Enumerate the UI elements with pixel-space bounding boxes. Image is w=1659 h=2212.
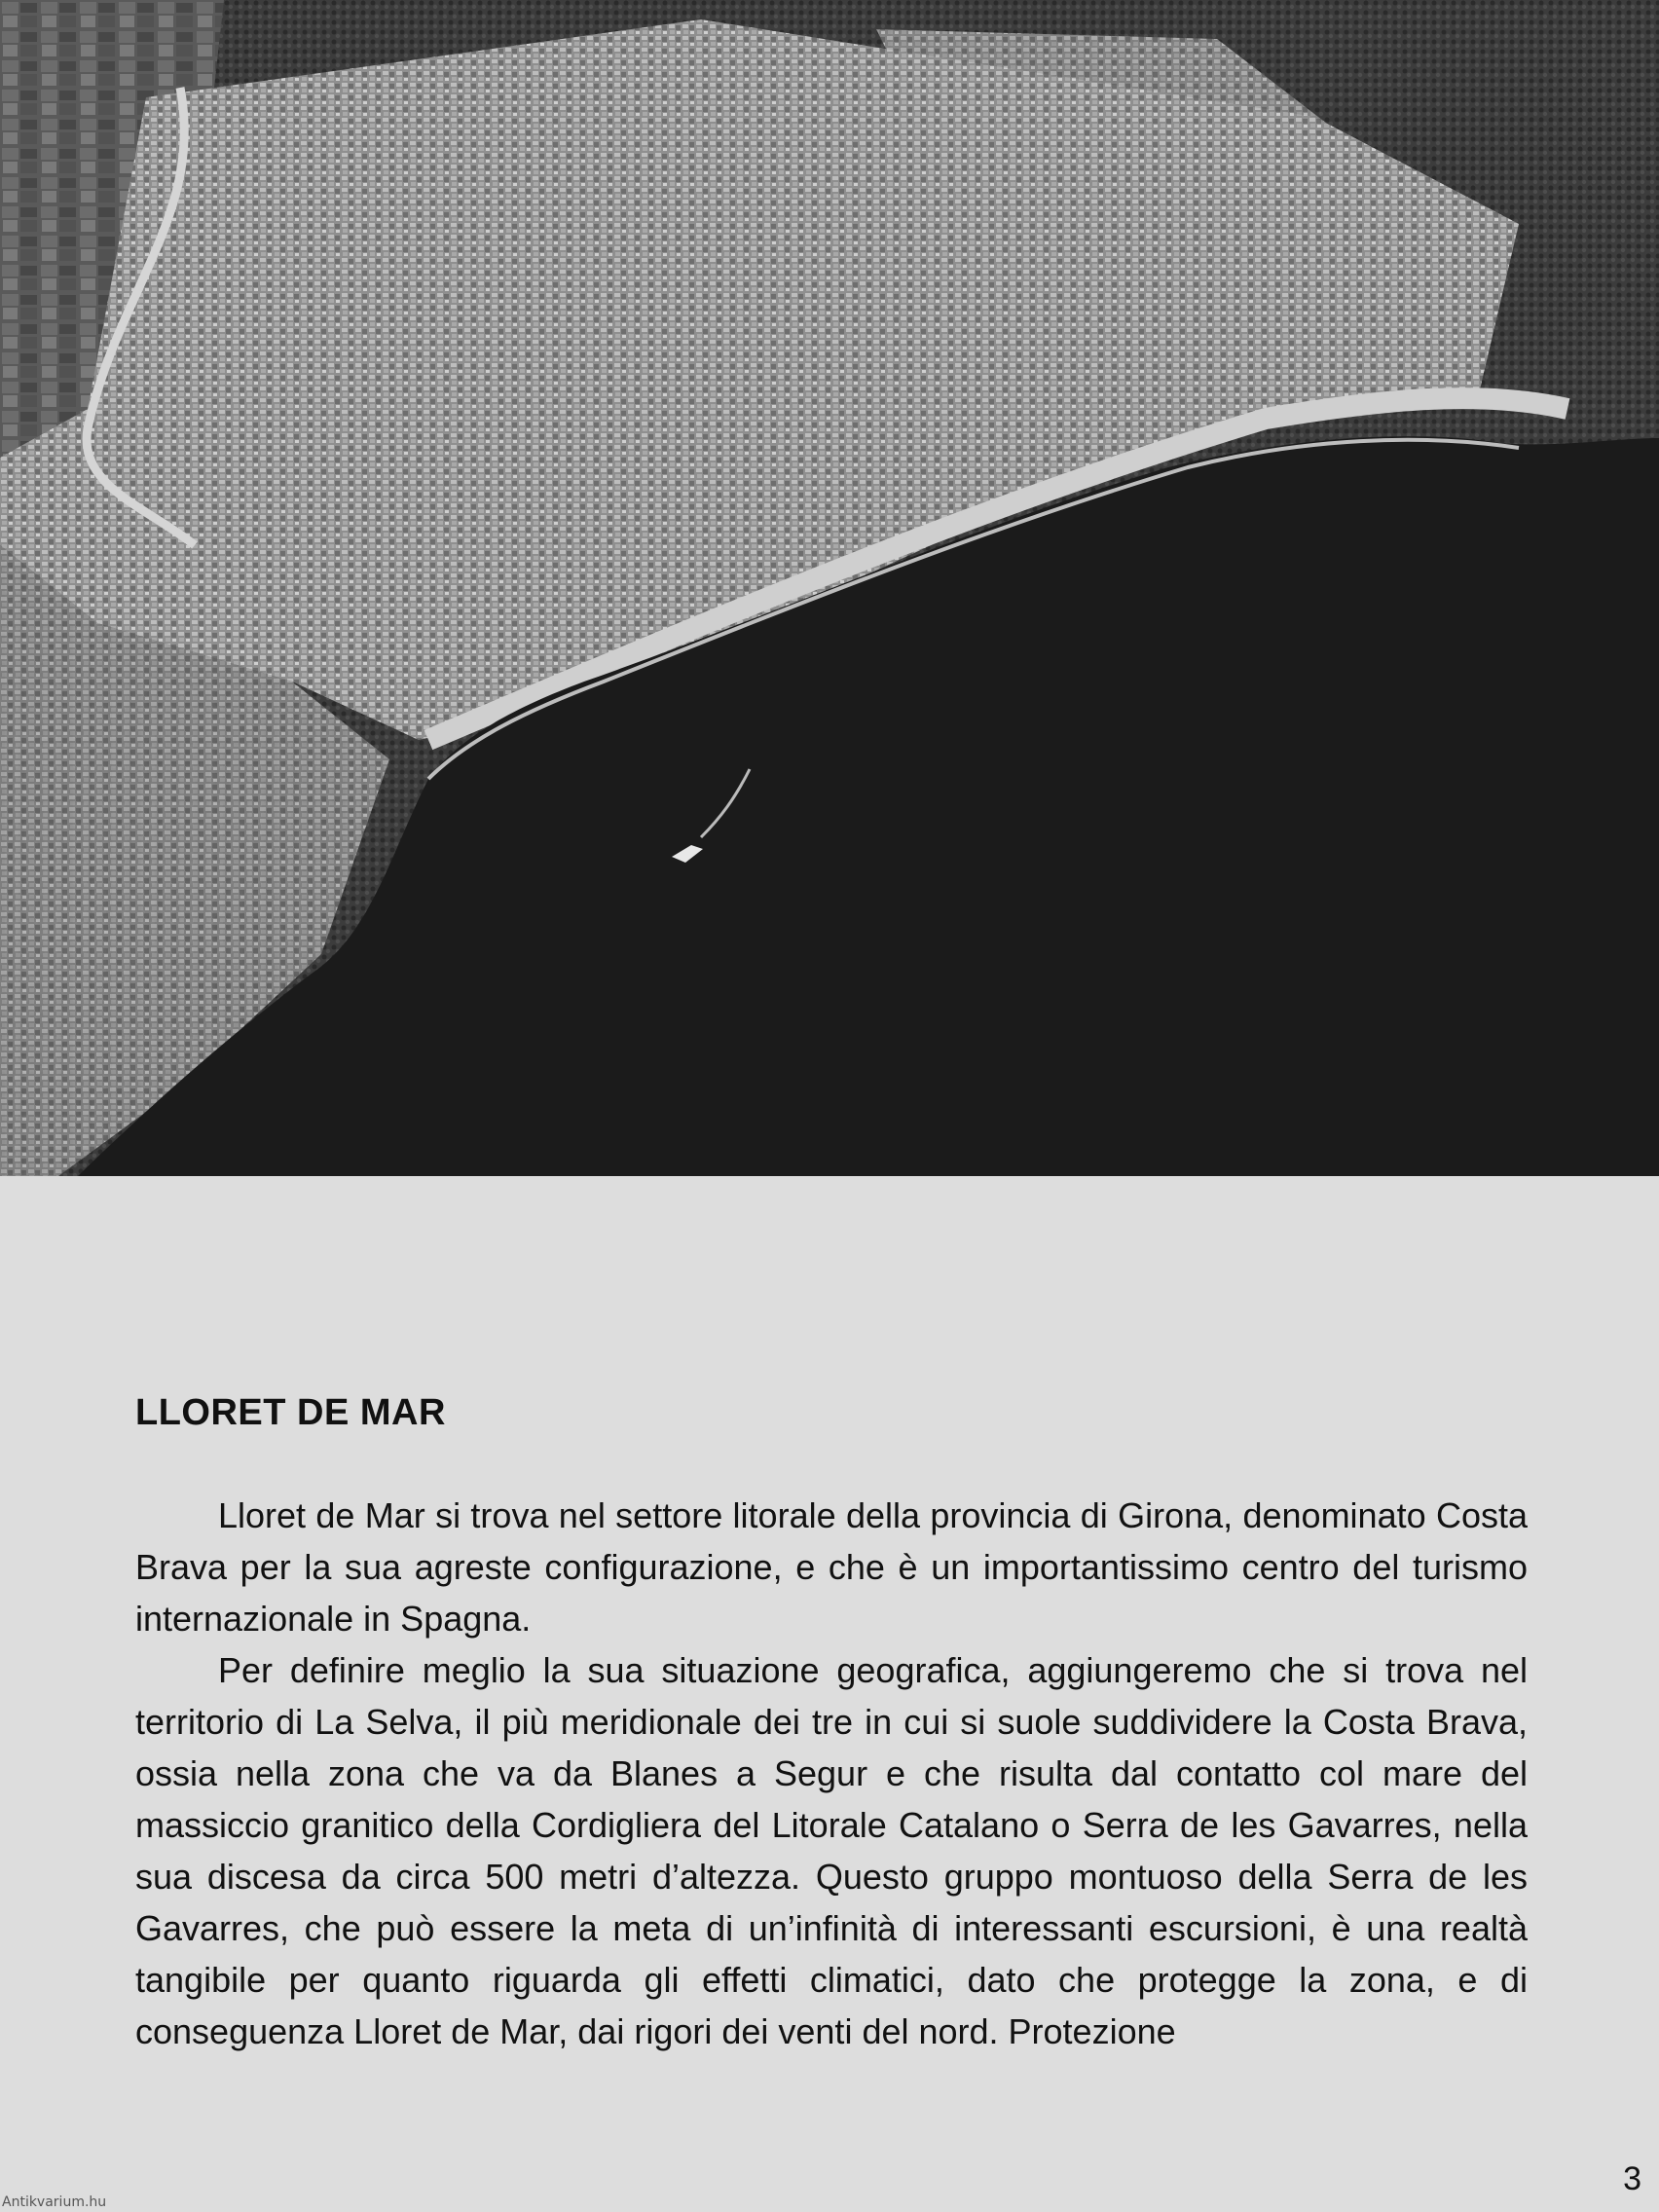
article-body — [135, 1490, 1528, 2057]
article-title: LLORET DE MAR — [135, 1392, 446, 1433]
page-number: 3 — [1623, 2160, 1641, 2197]
paragraph-2: Per definire meglio la sua situazione geografica, aggiungeremo che si trova nel territorio di La Selva, il più meridionale dei tre in cui si suole suddividere la Costa Brava, ossia nella zona che va da Blanes a Segur e che risulta dal contatto col mare del massiccio granitico della Cordigliera del Litorale Catalano o Serra de les Gavarres, nella sua discesa da circa 500 metri d’altezza. Questo gruppo montuoso della Serra de les Gavarres, che può essere la meta di un’infinità di interessanti escursioni, è una realtà tangibile per quanto riguarda gli effetti climatici, dato che protegge la zona, e di conseguenza Lloret de Mar, dai rigori dei venti del nord. Protezione — [135, 1650, 1528, 2051]
watermark: Antikvarium.hu — [2, 2194, 107, 2210]
paragraph-1: Lloret de Mar si trova nel settore litorale della provincia di Girona, denominato Costa Brava per la sua agreste configurazione, e che è un importantissimo centro del turismo internazionale in Spagna. — [135, 1495, 1528, 1639]
